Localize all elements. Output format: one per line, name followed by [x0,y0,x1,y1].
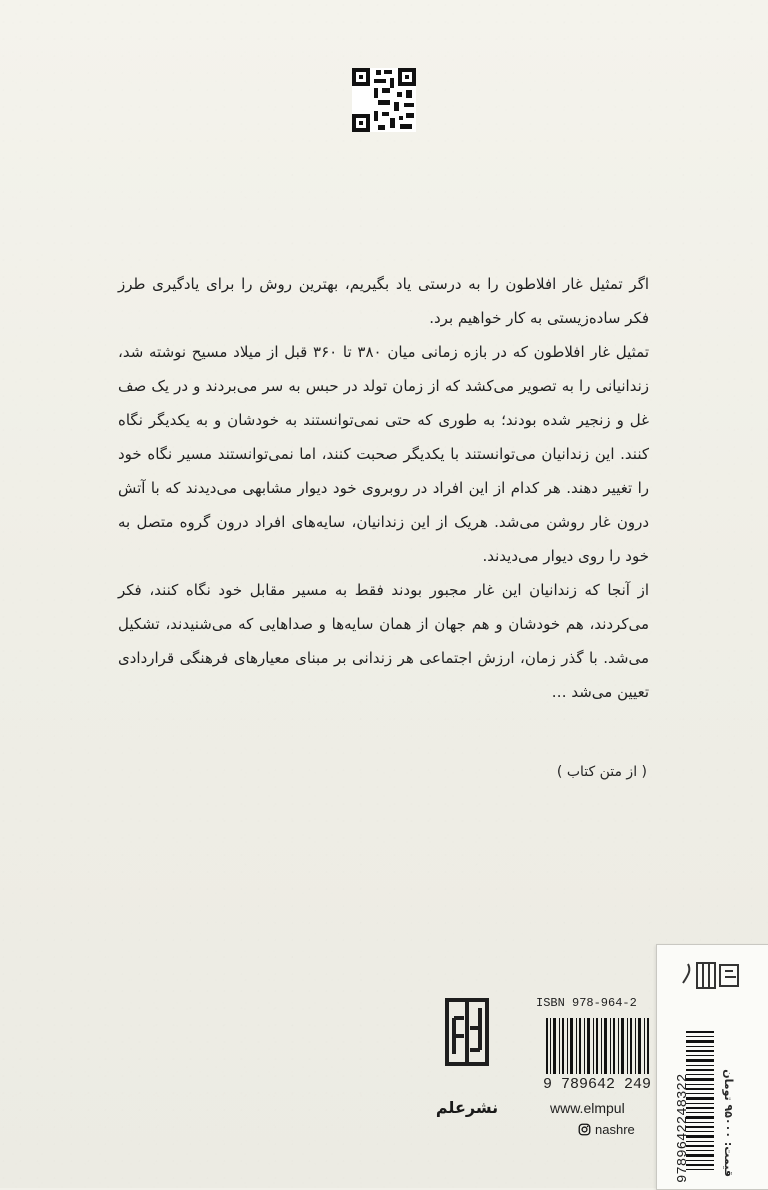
price-sticker [656,944,768,1190]
cover-description [118,267,649,709]
sticker-barcode-digits: 9789642248322 [675,1073,691,1183]
publisher-name: نشرعلم [435,1098,499,1117]
instagram-icon [578,1123,591,1136]
publisher-logo-icon [443,996,491,1068]
instagram-handle[interactable] [578,1122,635,1136]
instagram-text: nashre [595,1122,635,1136]
publisher-brand [434,996,500,1126]
isbn-text: ISBN 978-964-2 [536,996,637,1010]
qr-code-icon [352,68,416,132]
isbn-block [536,996,654,1136]
barcode-digits: 9 789642 249 [543,1076,652,1093]
description-paragraph-3: از آنجا که زندانیان این غار مجبور بودند فقط به مسیر مقابل خود نگاه کنند، فکر می‌کردند، هم خودشان و هم جهان از همان سایه‌ها و صداهایی که می‌شنیدند، تشکیل می‌شد. با گذر زمان، ارزش اجتماعی هر زندانی بر مبنای معیارهای فرهنگی قراردادی تعیین می‌شد … [118,581,649,701]
description-paragraph-1: اگر تمثیل غار افلاطون را به درستی یاد بگیریم، بهترین روش را برای یادگیری طرز فکر ساده‌زیستی به کار خواهیم برد. [118,275,649,327]
website-link[interactable]: www.elmpul [550,1100,625,1116]
source-note: ( از متن کتاب ) [556,764,647,780]
sticker-price: قیمت: ۹۵۰۰۰ تومان [722,1069,735,1177]
bookstore-logo-icon [680,957,743,994]
description-paragraph-2: تمثیل غار افلاطون که در بازه زمانی میان ۳۸۰ تا ۳۶۰ قبل از میلاد مسیح نوشته شد، زندانیانی را به تصویر می‌کشد که از زمان تولد در حبس به سر می‌بردند و در یک صف غل و زنجیر شده بودند؛ به طوری که حتی نمی‌توانستند به خودشان و به یکدیگر نگاه کنند. این زندانیان می‌توانستند با یکدیگر صحبت کنند، اما نمی‌توانستند مسیر نگاه خود را تغییر دهند. هر کدام از این افراد در روبروی خود دیوار مشابهی می‌دیدند که با آتش درون غار روشن می‌شد. هریک از این زندانیان، سایه‌های افراد درون گروه متصل به خود را روی دیوار می‌دیدند. [118,343,649,565]
